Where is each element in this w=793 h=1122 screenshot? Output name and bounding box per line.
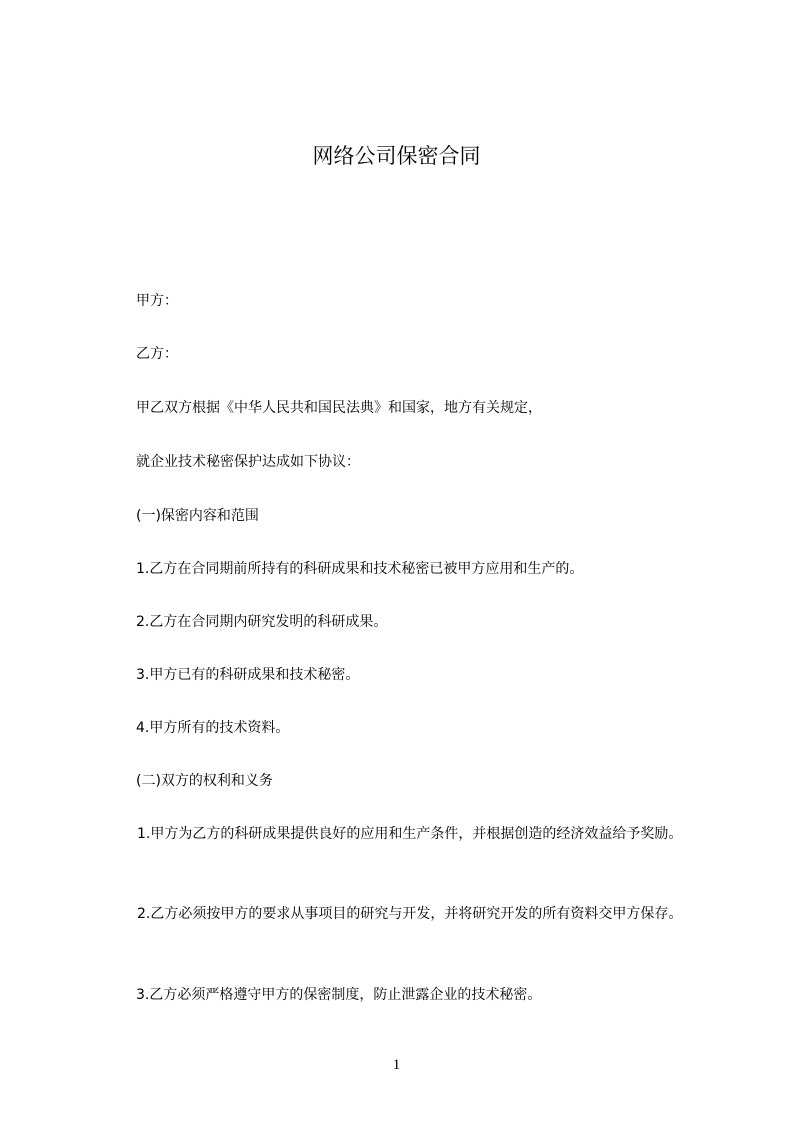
party-a-label: 甲方： [136,293,178,309]
section-2-item-2: 2.乙方必须按甲方的要求从事项目的研究与开发，并将研究开发的所有资料交甲方保存。 [137,906,683,922]
intro-line-1: 甲乙双方根据《中华人民共和国民法典》和国家，地方有关规定， [136,400,542,416]
section-2-heading: (二)双方的权利和义务 [136,773,273,789]
section-2-item-1: 1.甲方为乙方的科研成果提供良好的应用和生产条件，并根据创造的经济效益给予奖励。 [137,826,683,842]
intro-line-2: 就企业技术秘密保护达成如下协议： [136,454,360,470]
section-1-heading: (一)保密内容和范围 [136,508,259,524]
section-1-item-4: 4.甲方所有的技术资料。 [136,720,290,736]
section-1-item-2: 2.乙方在合同期内研究发明的科研成果。 [136,614,388,630]
section-1-item-1: 1.乙方在合同期前所持有的科研成果和技术秘密已被甲方应用和生产的。 [136,561,584,577]
document-title: 网络公司保密合同 [312,144,481,168]
section-2-item-3: 3.乙方必须严格遵守甲方的保密制度，防止泄露企业的技术秘密。 [136,987,542,1003]
section-1-item-3: 3.甲方已有的科研成果和技术秘密。 [136,667,360,683]
party-b-label: 乙方： [136,346,178,362]
page-number: 1 [392,1057,401,1073]
